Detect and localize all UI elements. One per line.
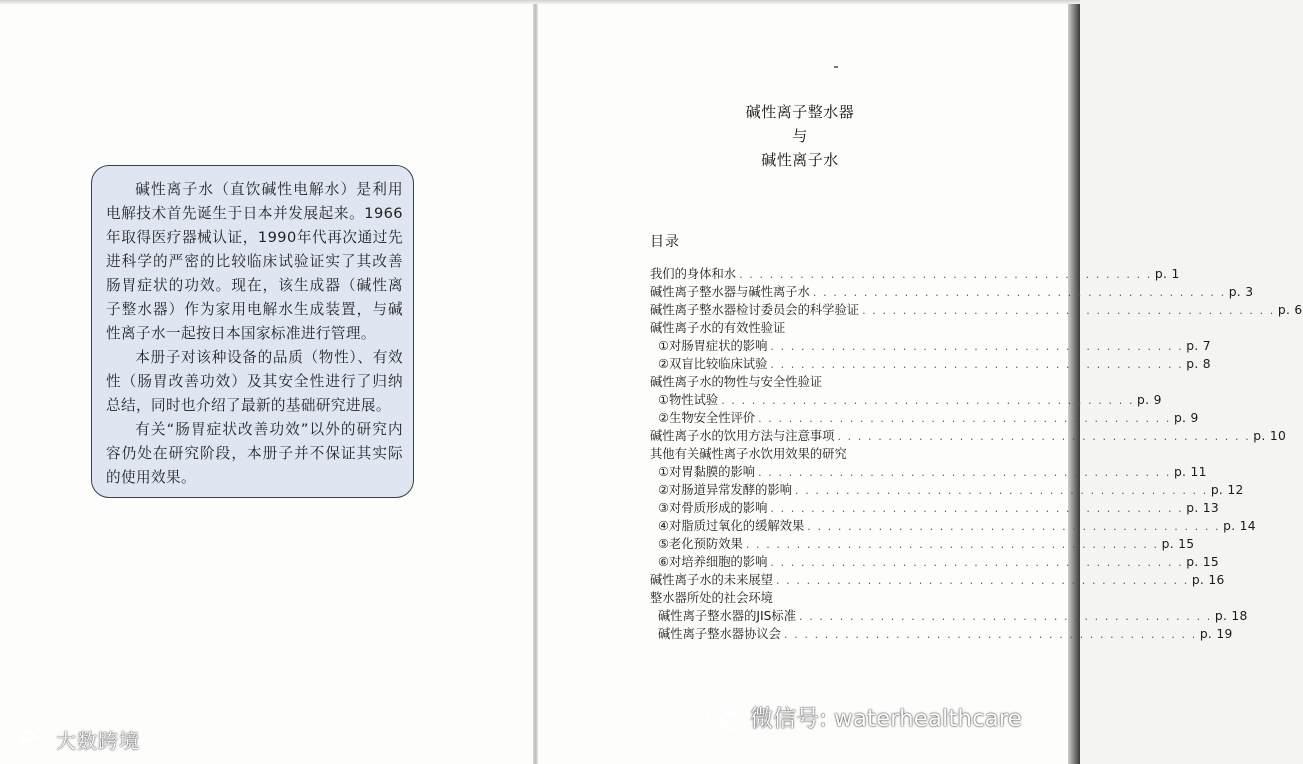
toc-label: 碱性离子整水器协议会	[658, 627, 781, 641]
toc-leader-dots: . . . . . . . . . . . . . . . . . . . . . . . . . . . . . . . . . . . . . . . . .	[758, 466, 1171, 479]
toc-leader-dots: . . . . . . . . . . . . . . . . . . . . . . . . . . . . . . . . . . . . . . . . .	[770, 358, 1184, 371]
toc-page-number: p. 8	[1186, 357, 1211, 371]
intro-paragraph-2: 本册子对该种设备的品质（物性）、有效性（肠胃改善功效）及其安全性进行了归纳总结，同时也介绍了最新的基础研究进展。	[106, 349, 403, 414]
toc-row	[650, 499, 1220, 517]
toc-label: 碱性离子整水器检讨委员会的科学验证	[650, 303, 860, 317]
toc-leader-dots: . . . . . . . . . . . . . . . . . . . . . . . . . . . . . . . . . . . . . . . . .	[837, 430, 1251, 443]
intro-paragraph-3: 有关“肠胃症状改善功效”以外的研究内容仍处在研究阶段，本册子并不保证其实际的使用效果。	[106, 421, 403, 486]
wechat-icon	[706, 701, 744, 733]
toc-row	[650, 517, 1256, 535]
toc-row	[650, 625, 1233, 643]
toc-page-number: p. 18	[1214, 609, 1248, 623]
toc-page-number: p. 9	[1137, 393, 1162, 407]
left-page	[0, 0, 537, 764]
top-edge-shadow	[0, 0, 1080, 4]
print-mark	[834, 66, 838, 68]
watermark-left	[8, 724, 140, 754]
toc-leader-dots: . . . . . . . . . . . . . . . . . . . . . . . . . . . . . . . . . . . . . . . . .	[739, 268, 1152, 281]
toc-row	[650, 319, 982, 337]
toc-row	[650, 337, 1211, 355]
toc-leader-dots: . . . . . . . . . . . . . . . . . . . . . . . . . . . . . . . . . . . . . . . . .	[862, 304, 1275, 317]
toc-label: 我们的身体和水	[650, 267, 737, 281]
toc-row	[650, 463, 1207, 481]
toc-row	[650, 265, 1180, 283]
toc-row	[650, 481, 1244, 499]
toc-label: ②双盲比较临床试验	[658, 357, 768, 371]
toc-label: ①物性试验	[658, 393, 719, 407]
watermark-right	[706, 700, 1022, 733]
toc-label: 碱性离子整水器与碱性离子水	[650, 285, 810, 299]
toc-page-number: p. 15	[1186, 555, 1220, 569]
toc-label: 碱性离子水的未来展望	[650, 573, 773, 587]
toc-label: ⑤老化预防效果	[658, 537, 743, 551]
toc-page-number: p. 15	[1161, 537, 1195, 551]
toc-label: 碱性离子水的饮用方法与注意事项	[650, 429, 835, 443]
watermark-left-text: 大数跨境	[56, 728, 140, 753]
toc-row	[650, 409, 1199, 427]
toc-leader-dots: . . . . . . . . . . . . . . . . . . . . . . . . . . . . . . . . . . . . . . . . .	[775, 574, 1189, 587]
toc-row	[650, 535, 1195, 553]
toc-page-number: p. 6	[1277, 303, 1303, 317]
toc-row	[650, 283, 1254, 301]
toc-page-number: p. 1	[1154, 267, 1180, 281]
toc-label: 碱性离子水的物性与安全性验证	[650, 375, 823, 389]
toc-label: 其他有关碱性离子水饮用效果的研究	[650, 447, 847, 461]
title-line-1: 碱性离子整水器	[745, 103, 855, 121]
dashu-logo-icon	[8, 724, 52, 754]
toc-row	[650, 571, 1225, 589]
toc-label: ①对胃黏膜的影响	[658, 465, 756, 479]
toc-row	[650, 427, 1287, 445]
toc-label: 整水器所处的社会环境	[650, 591, 773, 605]
intro-paragraph-1: 碱性离子水（直饮碱性电解水）是利用电解技术首先诞生于日本并发展起来。1966年取得医疗器械认证，1990年代再次通过先进科学的严密的比较临床试验证实了其改善肠胃症状的功效。现在，该生成器（碱性离子整水器）作为家用电解水生成装置，与碱性离子水一起按日本国家标准进行管理。	[106, 181, 403, 342]
booklet-title	[700, 100, 900, 172]
toc-heading: 目录	[650, 234, 680, 250]
toc-label: ①对肠胃症状的影响	[658, 339, 768, 353]
table-of-contents	[650, 265, 1303, 643]
toc-page-number: p. 10	[1253, 429, 1287, 443]
toc-label: ②对肠道异常发酵的影响	[658, 483, 792, 497]
toc-page-number: p. 9	[1173, 411, 1199, 425]
toc-leader-dots: . . . . . . . . . . . . . . . . . . . . . . . . . . . . . . . . . . . . . . . . .	[783, 628, 1197, 641]
toc-page-number: p. 13	[1186, 501, 1220, 515]
toc-row	[650, 391, 1162, 409]
toc-label: ③对骨质形成的影响	[658, 501, 768, 515]
toc-leader-dots: . . . . . . . . . . . . . . . . . . . . . . . . . . . . . . . . . . . . . . . . .	[770, 502, 1184, 515]
toc-row	[650, 607, 1248, 625]
toc-leader-dots: . . . . . . . . . . . . . . . . . . . . . . . . . . . . . . . . . . . . . . . . .	[745, 538, 1159, 551]
toc-leader-dots: . . . . . . . . . . . . . . . . . . . . . . . . . . . . . . . . . . . . . . . . .	[812, 286, 1226, 299]
toc-page-number: p. 14	[1223, 519, 1256, 533]
toc-page-number: p. 3	[1228, 285, 1254, 299]
toc-row	[650, 553, 1220, 571]
toc-leader-dots: . . . . . . . . . . . . . . . . . . . . . . . . . . . . . . . . . . . . . . . . .	[807, 520, 1221, 533]
toc-leader-dots: . . . . . . . . . . . . . . . . . . . . . . . . . . . . . . . . . . . . . . . . .	[795, 484, 1208, 497]
title-line-3: 碱性离子水	[761, 151, 839, 169]
toc-row	[650, 589, 982, 607]
toc-row	[650, 445, 982, 463]
toc-row	[650, 301, 1303, 319]
toc-page-number: p. 12	[1210, 483, 1244, 497]
toc-row	[650, 355, 1211, 373]
toc-label: 碱性离子整水器的JIS标准	[658, 609, 797, 623]
toc-leader-dots: . . . . . . . . . . . . . . . . . . . . . . . . . . . . . . . . . . . . . . . . .	[770, 556, 1184, 569]
toc-leader-dots: . . . . . . . . . . . . . . . . . . . . . . . . . . . . . . . . . . . . . . . . .	[721, 394, 1135, 407]
toc-leader-dots: . . . . . . . . . . . . . . . . . . . . . . . . . . . . . . . . . . . . . . . . .	[758, 412, 1171, 425]
toc-row	[650, 373, 982, 391]
toc-page-number: p. 7	[1186, 339, 1211, 353]
toc-label: ⑥对培养细胞的影响	[658, 555, 768, 569]
watermark-right-text: 微信号: waterhealthcare	[750, 706, 1022, 732]
toc-leader-dots: . . . . . . . . . . . . . . . . . . . . . . . . . . . . . . . . . . . . . . . . .	[799, 610, 1212, 623]
toc-leader-dots: . . . . . . . . . . . . . . . . . . . . . . . . . . . . . . . . . . . . . . . . .	[770, 340, 1184, 353]
intro-box	[91, 165, 414, 498]
toc-label: ④对脂质过氧化的缓解效果	[658, 519, 805, 533]
toc-page-number: p. 16	[1191, 573, 1225, 587]
book-spine	[533, 0, 538, 764]
toc-page-number: p. 11	[1173, 465, 1207, 479]
toc-page-number: p. 19	[1199, 627, 1233, 641]
page-edge	[1068, 0, 1080, 764]
title-line-2: 与	[792, 127, 808, 145]
toc-label: ②生物安全性评价	[658, 411, 756, 425]
toc-label: 碱性离子水的有效性验证	[650, 321, 786, 335]
